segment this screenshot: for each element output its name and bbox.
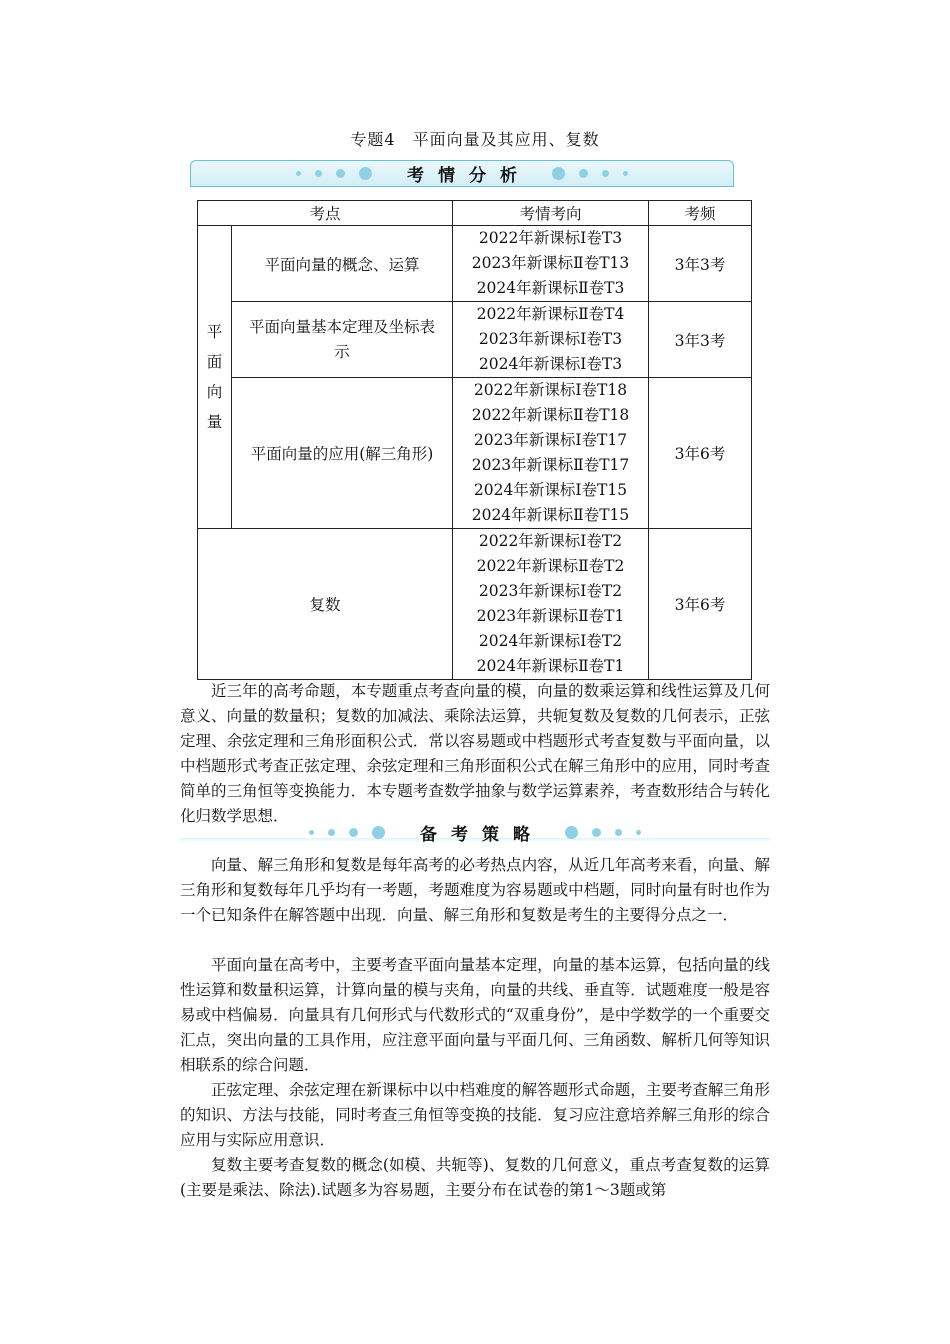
- dot-decoration-icon: [623, 171, 628, 176]
- exam-item: 2022年新课标Ⅱ卷T18: [471, 406, 630, 424]
- exam-cell: [453, 302, 649, 378]
- dot-decoration-icon: [296, 171, 301, 176]
- group-label-char: 量: [206, 413, 223, 431]
- table-row: [198, 226, 752, 302]
- table-row: [198, 529, 752, 680]
- group-label-char: 平: [206, 323, 223, 341]
- exam-item: 2023年新课标Ⅱ卷T17: [471, 456, 630, 474]
- banner-title: 考情分析: [407, 166, 531, 186]
- exam-cell: [453, 226, 649, 302]
- point-cell: 平面向量基本定理及坐标表示: [232, 302, 453, 378]
- table-row: [198, 302, 752, 378]
- point-cell: 平面向量的应用(解三角形): [232, 378, 453, 529]
- dot-decoration-icon: [579, 169, 588, 178]
- dot-decoration-icon: [592, 828, 601, 837]
- group-label-char: 面: [206, 353, 223, 371]
- exam-item: 2022年新课标Ⅰ卷T3: [478, 229, 623, 247]
- freq-cell: 3年6考: [649, 378, 752, 529]
- strategy-paragraph: 平面向量在高考中，主要考查平面向量基本定理，向量的基本运算，包括向量的线性运算和数量积运算，计算向量的模与夹角，向量的共线、垂直等．试题难度一般是容易或中档偏易．向量具有几何形式与代数形式的“双重身份”，是中学数学的一个重要交汇点，突出向量的工具作用，应注意平面向量与平面几何、三角函数、解析几何等知识相联系的综合问题．: [180, 956, 770, 1074]
- strategy-paragraph: 正弦定理、余弦定理在新课标中以中档难度的解答题形式命题，主要考查解三角形的知识、方法与技能，同时考查三角恒等变换的技能．复习应注意培养解三角形的综合应用与实际应用意识．: [180, 1081, 770, 1149]
- point-cell: 平面向量的概念、运算: [232, 226, 453, 302]
- freq-cell: 3年6考: [649, 529, 752, 680]
- exam-item: 2023年新课标Ⅰ卷T2: [478, 582, 623, 600]
- exam-item: 2024年新课标Ⅰ卷T15: [473, 481, 628, 499]
- exam-analysis-table: [197, 200, 752, 680]
- group-label: [198, 226, 232, 529]
- exam-item: 2022年新课标Ⅰ卷T2: [478, 532, 623, 550]
- header-point: 考点: [198, 201, 453, 226]
- freq-cell: 3年3考: [649, 302, 752, 378]
- dot-decoration-icon: [636, 830, 641, 835]
- header-frequency: 考频: [649, 201, 752, 226]
- strategy-paragraph: 向量、解三角形和复数是每年高考的必考热点内容，从近几年高考来看，向量、解三角形和复数每年几乎均有一考题，考题难度为容易题或中档题，同时向量有时也作为一个已知条件在解答题中出现．向量、解三角形和复数是考生的主要得分点之一．: [180, 856, 770, 924]
- exam-item: 2022年新课标Ⅰ卷T18: [473, 381, 628, 399]
- point-cell: 复数: [198, 529, 453, 680]
- strategy-paragraph: 复数主要考查复数的概念(如模、共轭等)、复数的几何意义，重点考查复数的运算(主要是乘法、除法).试题多为容易题，主要分布在试卷的第1～3题或第: [180, 1156, 770, 1199]
- dot-decoration-icon: [336, 169, 345, 178]
- exam-cell: [453, 529, 649, 680]
- dot-decoration-icon: [309, 830, 314, 835]
- dot-decoration-icon: [315, 170, 322, 177]
- page-title: 专题4 平面向量及其应用、复数: [350, 130, 600, 149]
- dot-decoration-icon: [349, 828, 358, 837]
- analysis-paragraph: 近三年的高考命题，本专题重点考查向量的模，向量的数乘运算和线性运算及几何意义、向量的数量积；复数的加减法、乘除法运算，共轭复数及复数的几何表示，正弦定理、余弦定理和三角形面积公式．常以容易题或中档题形式考查复数与平面向量，以中档题形式考查正弦定理、余弦定理和三角形面积公式在解三角形中的应用，同时考查简单的三角恒等变换能力．本专题考查数学抽象与数学运算素养，考查数形结合与转化化归数学思想．: [180, 682, 770, 825]
- section-banner-strategy: [180, 821, 770, 843]
- exam-cell: [453, 378, 649, 529]
- dot-decoration-icon: [565, 826, 578, 839]
- dot-decoration-icon: [602, 170, 609, 177]
- exam-item: 2023年新课标Ⅱ卷T1: [476, 607, 625, 625]
- dot-decoration-icon: [372, 826, 385, 839]
- banner-title: 备考策略: [420, 824, 544, 845]
- exam-item: 2024年新课标Ⅰ卷T2: [478, 632, 623, 650]
- header-direction: 考情考向: [453, 201, 649, 226]
- group-label-char: 向: [206, 383, 223, 401]
- dot-decoration-icon: [615, 829, 622, 836]
- exam-item: 2022年新课标Ⅱ卷T4: [476, 305, 625, 323]
- exam-item: 2024年新课标Ⅱ卷T1: [476, 657, 625, 675]
- exam-item: 2024年新课标Ⅱ卷T3: [476, 279, 625, 297]
- table-row: [198, 378, 752, 529]
- dot-decoration-icon: [552, 167, 565, 180]
- exam-item: 2023年新课标Ⅰ卷T17: [473, 431, 628, 449]
- section-banner-analysis: [190, 160, 734, 187]
- dot-decoration-icon: [328, 829, 335, 836]
- table-header-row: [198, 201, 752, 226]
- exam-item: 2022年新课标Ⅱ卷T2: [476, 557, 625, 575]
- exam-item: 2023年新课标Ⅱ卷T13: [471, 254, 630, 272]
- exam-item: 2023年新课标Ⅰ卷T3: [478, 330, 623, 348]
- exam-item: 2024年新课标Ⅱ卷T15: [471, 506, 630, 524]
- freq-cell: 3年3考: [649, 226, 752, 302]
- dot-decoration-icon: [359, 167, 372, 180]
- exam-item: 2024年新课标Ⅰ卷T3: [478, 355, 623, 373]
